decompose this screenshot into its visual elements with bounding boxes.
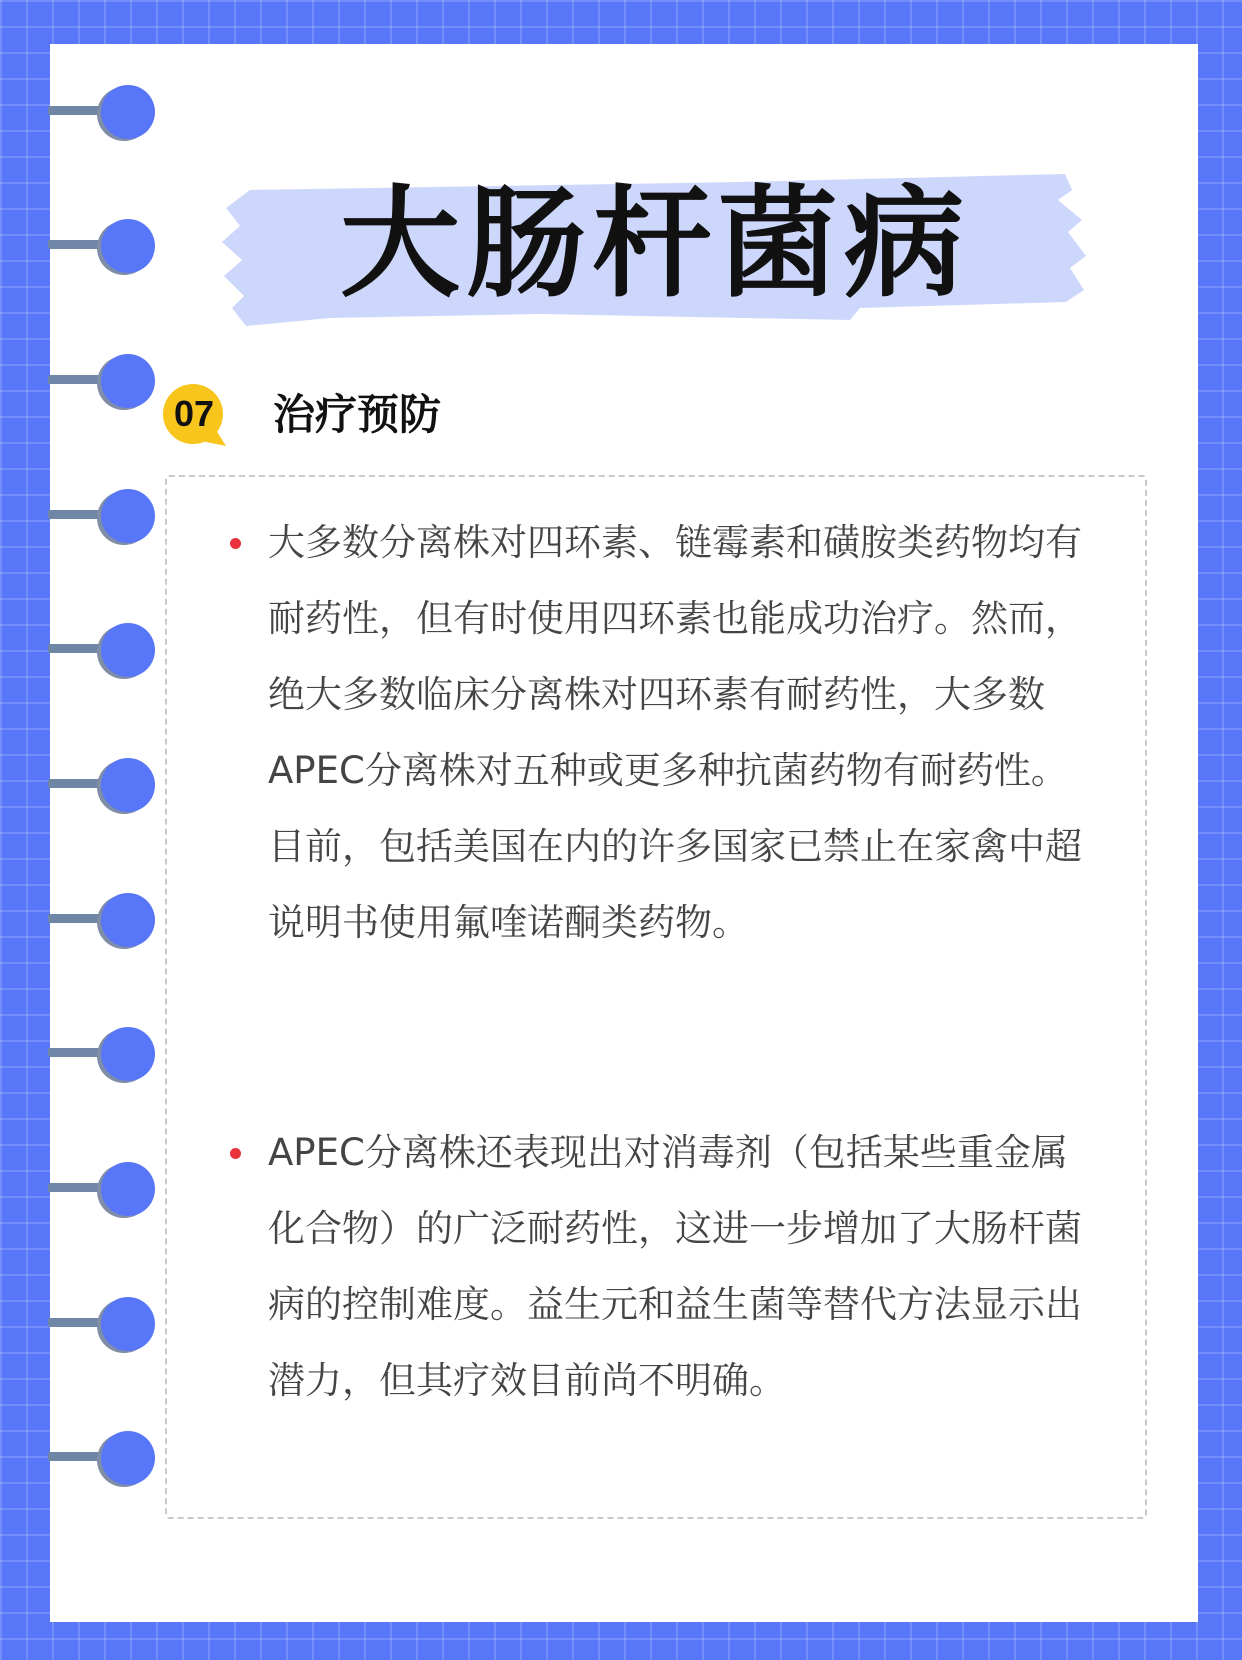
binder-ring-icon bbox=[48, 1026, 138, 1082]
bullet-text: APEC分离株还表现出对消毒剂（包括某些重金属化合物）的广泛耐药性，这进一步增加了大肠杆菌病的控制难度。益生元和益生菌等替代方法显示出潜力，但其疗效目前尚不明确。 bbox=[268, 1131, 1082, 1402]
red-dot-icon bbox=[230, 538, 241, 549]
section-number-badge bbox=[160, 384, 228, 452]
section-title: 治疗预防 bbox=[273, 390, 442, 439]
binder-ring-icon bbox=[48, 892, 138, 948]
binder-ring-icon bbox=[48, 1430, 138, 1486]
page-title: 大肠杆菌病 bbox=[340, 175, 970, 314]
section-number: 07 bbox=[173, 393, 215, 434]
binder-ring-icon bbox=[48, 1296, 138, 1352]
binder-ring-icon bbox=[48, 218, 138, 274]
binder-ring-icon bbox=[48, 353, 138, 409]
bullet-text: 大多数分离株对四环素、链霉素和磺胺类药物均有耐药性，但有时使用四环素也能成功治疗。然而，绝大多数临床分离株对四环素有耐药性，大多数APEC分离株对五种或更多种抗菌药物有耐药性。目前，包括美国在内的许多国家已禁止在家禽中超说明书使用氟喹诺酮类药物。 bbox=[268, 521, 1082, 944]
red-dot-icon bbox=[230, 1148, 241, 1159]
binder-ring-icon bbox=[48, 1161, 138, 1217]
binder-ring-icon bbox=[48, 622, 138, 678]
binder-ring-icon bbox=[48, 488, 138, 544]
binder-ring-icon bbox=[48, 84, 138, 140]
binder-ring-icon bbox=[48, 757, 138, 813]
